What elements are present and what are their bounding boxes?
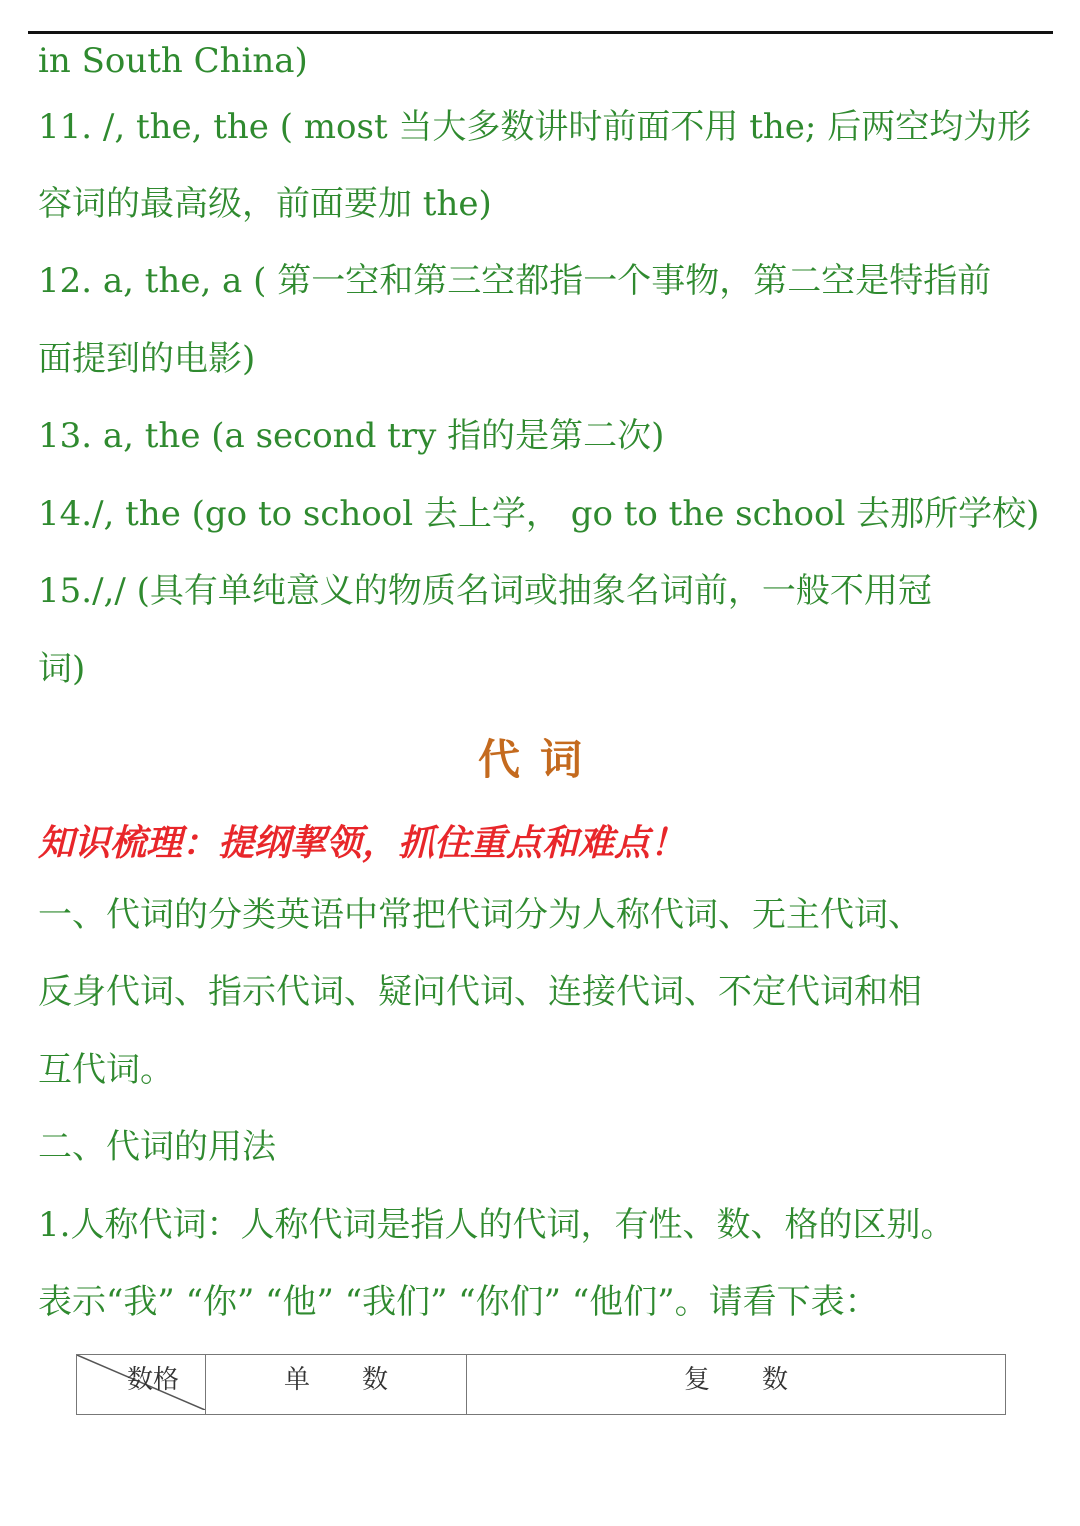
text-line: 11. /, the, the ( most 当大多数讲时前面不用 the; 后两空均为形: [38, 107, 1032, 147]
body-line: 互代词。: [38, 1050, 174, 1090]
text-line: 15./,/ (具有单纯意义的物质名词或抽象名词前，一般不用冠: [38, 571, 932, 611]
text-line: in South China): [38, 41, 308, 81]
body-line: 1.人称代词：人称代词是指人的代词，有性、数、格的区别。: [38, 1205, 955, 1245]
body-line: 一、代词的分类英语中常把代词分为人称代词、无主代词、: [38, 895, 922, 935]
table-corner-cell: [77, 1355, 206, 1415]
body-line: 表示“我” “你” “他” “我们” “你们” “他们”。请看下表：: [38, 1282, 879, 1322]
header-plural: 复 数: [467, 1355, 1006, 1415]
text-line: 14./, the (go to school 去上学， go to the school 去那所学校): [38, 494, 1040, 534]
body-line: 反身代词、指示代词、疑问代词、连接代词、不定代词和相: [38, 972, 922, 1012]
text-line: 13. a, the (a second try 指的是第二次): [38, 416, 665, 456]
header-singular: 单 数: [206, 1355, 467, 1415]
text-line: 12. a, the, a ( 第一空和第三空都指一个事物，第二空是特指前: [38, 261, 992, 301]
pronoun-table: [76, 1354, 1006, 1415]
table-header-row: [77, 1355, 1006, 1415]
text-line: 词): [38, 649, 86, 689]
subheading: 知识梳理：提纲挈领，抓住重点和难点！: [38, 823, 687, 864]
text-line: 面提到的电影): [38, 339, 256, 379]
corner-label: 数格: [127, 1365, 180, 1395]
text-line: 容词的最高级，前面要加 the): [38, 184, 492, 224]
top-rule: [28, 31, 1053, 34]
body-line: 二、代词的用法: [38, 1127, 276, 1167]
section-title: 代词: [477, 735, 602, 784]
